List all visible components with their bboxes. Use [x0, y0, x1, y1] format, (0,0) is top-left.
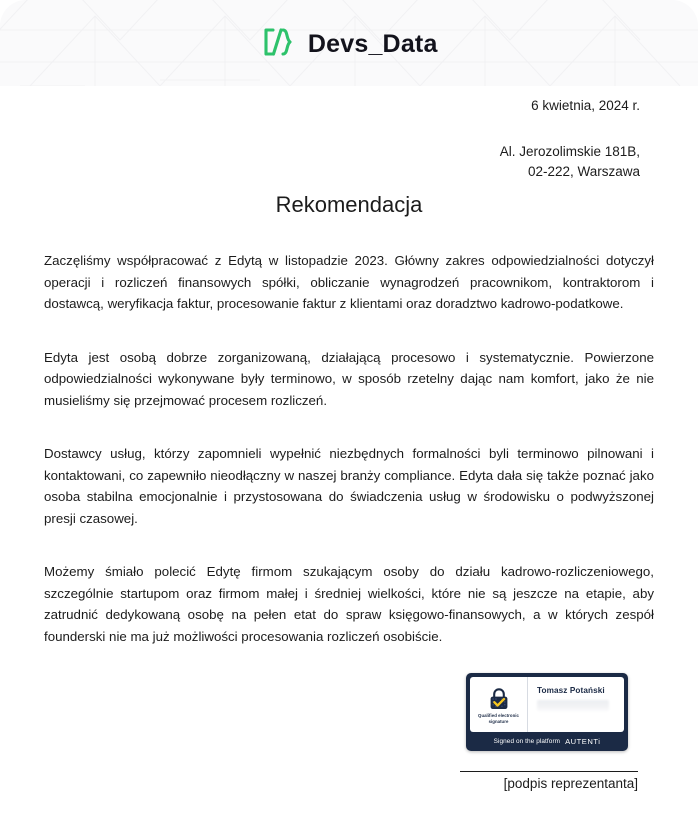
signature-caption: [podpis reprezentanta] — [503, 776, 638, 791]
stamp-qualified-section — [470, 677, 528, 732]
body-paragraph: Zaczęliśmy współpracować z Edytą w listopadzie 2023. Główny zakres odpowiedzialności dotyczył operacji i rozliczeń finansowych spółki, obliczanie wynagrodzeń pracownikom, kontraktorom i dostawcą, weryfikacja faktur, procesowanie faktur z klientami oraz doradztwo kadrowo-podatkowe. — [44, 253, 654, 311]
electronic-signature-stamp — [466, 673, 628, 751]
body-paragraph: Edyta jest osobą dobrze zorganizowaną, działającą procesowo i systematycznie. Powierzone odpowiedzialności wykonywane były terminowo, w sposób rzetelny dając nam komfort, jako że nie musieliśmy się przejmować procesem rozliczeń. — [44, 349, 654, 408]
autenti-wordmark: AUTENTi — [565, 737, 601, 746]
stamp-qualified-label: Qualified electronic signature — [478, 712, 519, 724]
address-line-1: Al. Jerozolimskie 181B, — [499, 144, 640, 159]
stamp-footer-text: Signed on the platform — [493, 738, 561, 745]
address-line-2: 02-222, Warszawa — [527, 164, 640, 179]
stamp-signer-section — [528, 677, 624, 732]
document-body — [44, 250, 654, 647]
body-paragraph: Dostawcy usług, którzy zapomnieli wypełnić niezbędnych formalności byli terminowo pilnowani i kontaktowani, co zapewniło nieodłączny w naszej branży compliance. Edyta dała się także poznać jako osoba stabilna emocjonalnie i przystosowana do świadczenia usług w środowisku o podwyższonej presji czasowej. — [44, 446, 654, 526]
page-title: Rekomendacja — [275, 192, 423, 217]
padlock-check-icon — [488, 687, 510, 711]
document-date: 6 kwietnia, 2024 r. — [531, 98, 640, 113]
signature-rule — [460, 771, 638, 772]
brand-logo — [0, 27, 698, 61]
stamp-signature-redaction — [537, 700, 609, 711]
document-meta — [500, 96, 640, 182]
stamp-signer-name: Tomasz Potański — [537, 686, 605, 695]
stamp-footer — [470, 732, 624, 751]
body-paragraph: Możemy śmiało polecić Edytę firmom szukającym osoby do działu kadrowo-rozliczeniowego, szczególnie startupom oraz firmom małej i średniej wielkości, które nie są jeszcze na etapie, aby zatrudnić dedykowaną osobę na pełen etat do spraw księgowo-finansowych, a w których zespół founderski nie ma już możliwości procesowania rozliczeń osobiście. — [44, 564, 654, 644]
code-bracket-slash-icon — [260, 27, 294, 61]
stamp-body — [470, 677, 624, 732]
brand-name: Devs_Data — [307, 29, 438, 58]
